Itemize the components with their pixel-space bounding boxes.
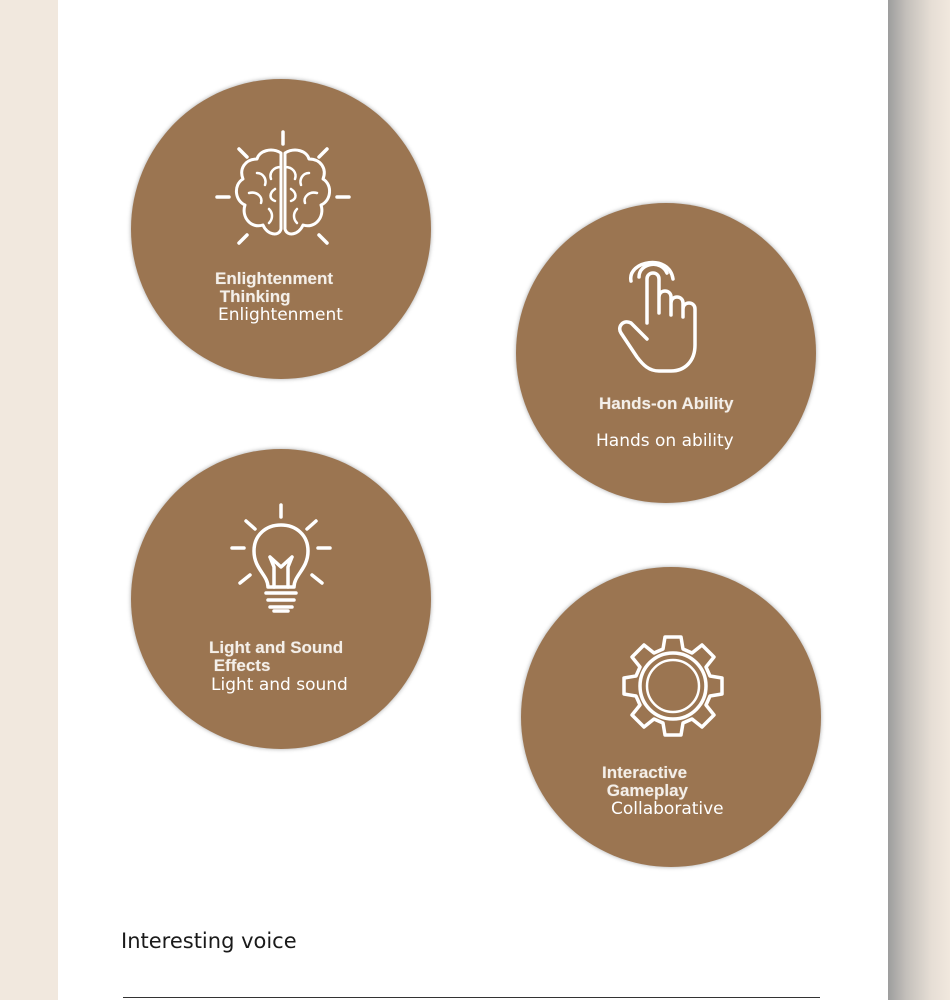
feature-subtitle: Enlightenment (218, 305, 343, 325)
feature-circle-interactive (521, 567, 821, 867)
page-shadow (888, 0, 950, 1000)
pointing-hand-icon (613, 253, 723, 383)
feature-subtitle: Hands on ability (596, 431, 734, 451)
feature-title: Enlightenment Thinking (215, 269, 334, 306)
feature-circle-hands-on (516, 203, 816, 503)
feature-subtitle: Light and sound (211, 675, 348, 695)
gear-icon (618, 631, 728, 741)
lightbulb-icon (228, 501, 338, 621)
feature-subtitle: Collaborative (611, 799, 724, 819)
feature-title: Hands-on Ability (599, 394, 734, 413)
brain-icon (209, 127, 359, 257)
divider (123, 997, 820, 998)
feature-title: Light and Sound Effects (209, 638, 344, 675)
section-heading: Interesting voice (121, 929, 297, 953)
feature-circle-light-sound (131, 449, 431, 749)
feature-title: Interactive Gameplay (602, 763, 688, 800)
feature-circle-enlightenment (131, 79, 431, 379)
